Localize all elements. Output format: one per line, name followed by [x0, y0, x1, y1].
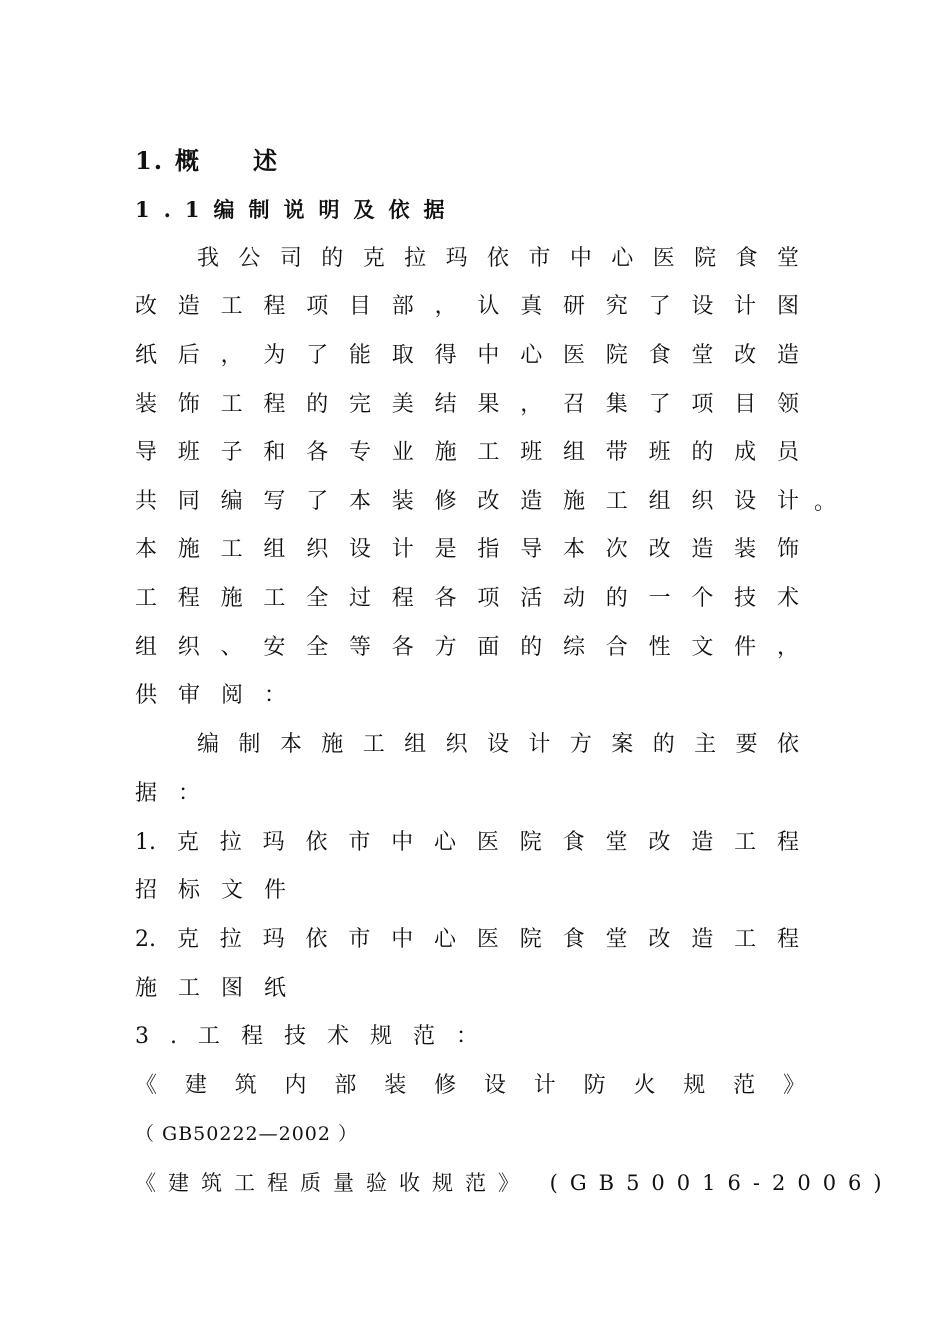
standard-title: 《建筑工程质量验收规范》 (GB50016-2006): [135, 1171, 894, 1195]
paragraph-line: 据：: [135, 781, 222, 806]
paragraph-line-tail: 。: [814, 490, 837, 515]
heading-char-2: 述: [253, 146, 279, 175]
list-item: 1.克拉玛依市中心医院食堂改造工程: [135, 830, 799, 855]
list-item-continued: 招标文件: [135, 878, 308, 903]
paragraph-line: 改造工程项目部，认真研究了设计图: [135, 294, 799, 319]
paragraph-line: 共同编写了本装修改造施工组织设计: [135, 489, 799, 514]
heading-number: 1.: [135, 146, 165, 175]
paragraph-line: 本施工组织设计是指导本次改造装饰: [135, 537, 799, 562]
section-heading-1-1: 1.1编制说明及依据: [135, 197, 459, 222]
paragraph-line: 我公司的克拉玛依市中心医院食堂: [197, 246, 799, 271]
list-item-continued: 施工图纸: [135, 976, 308, 1001]
paragraph-line: 装饰工程的完美结果，召集了项目领: [135, 392, 799, 417]
list-item: 3.工程技术规范：: [135, 1024, 499, 1049]
paragraph-line: 供审阅：: [135, 683, 308, 708]
paragraph-line: 工程施工全过程各项活动的一个技术: [135, 586, 799, 611]
standard-code: （ GB50222—2002 ）: [135, 1123, 359, 1145]
section-heading-1: [135, 144, 799, 178]
heading-char-1: 概: [175, 146, 201, 175]
paragraph-line: 组织、安全等各方面的综合性文件，: [135, 635, 799, 660]
paragraph-line: 编制本施工组织设计方案的主要依: [197, 732, 799, 757]
standard-title: 《建筑内部装修设计防火规范》: [135, 1073, 805, 1098]
paragraph-line: 导班子和各专业施工班组带班的成员: [135, 440, 799, 465]
list-item: 2.克拉玛依市中心医院食堂改造工程: [135, 927, 799, 952]
paragraph-line: 纸后，为了能取得中心医院食堂改造: [135, 343, 799, 368]
